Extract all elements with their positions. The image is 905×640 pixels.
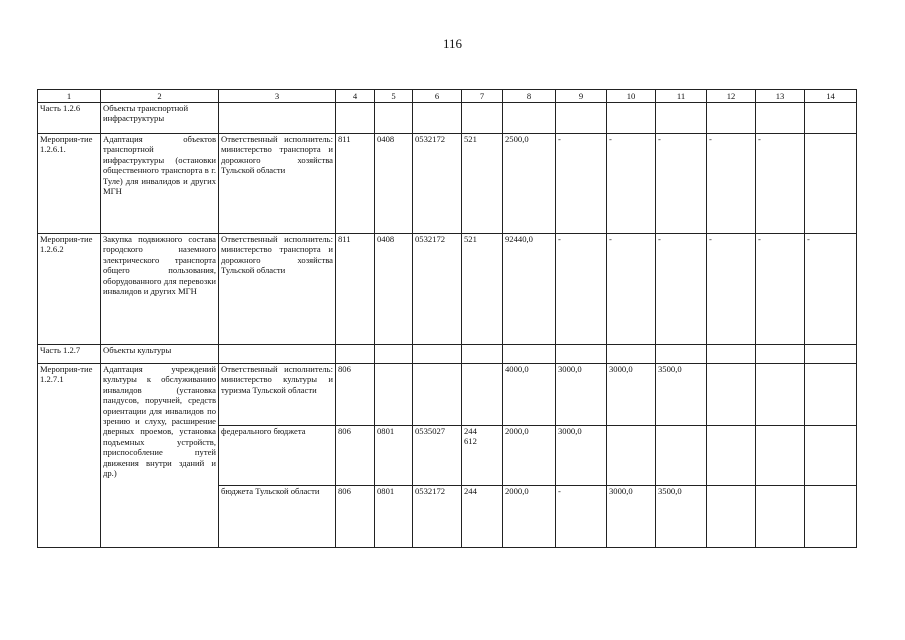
col-header: 8 (503, 90, 556, 103)
cell-c7-value: 612 (464, 436, 477, 447)
cell-c4: 806 (336, 364, 375, 426)
cell-c10: 3000,0 (607, 364, 656, 426)
cell-c10: 3000,0 (607, 486, 656, 548)
cell-c7: 244 (462, 486, 503, 548)
table-row (38, 103, 857, 134)
cell-c8: 2000,0 (503, 426, 556, 486)
cell-c10: - (607, 234, 656, 345)
program-table (37, 89, 857, 548)
cell-c9: - (556, 234, 607, 345)
row-description: Адаптация учреждений культуры к обслуживанию инвалидов (установка пандусов, поручней, средств ориентации для инвалидов по зрению и слуху, расширение дверных проемов, установка подъемных устройств, приспособление путей движения внутри зданий и др.) (101, 364, 219, 548)
cell-c8: 92440,0 (503, 234, 556, 345)
col-header: 5 (375, 90, 413, 103)
row-label: Мероприя-тие 1.2.7.1 (38, 364, 101, 548)
row-label: Мероприя-тие 1.2.6.2 (38, 234, 101, 345)
row-label: Часть 1.2.7 (38, 345, 101, 364)
executor-cell: федерального бюджета (219, 426, 336, 486)
cell-c7 (462, 426, 503, 486)
cell-c4: 811 (336, 134, 375, 234)
cell-c6: 0535027 (413, 426, 462, 486)
cell-c5: 0801 (375, 486, 413, 548)
table-row (38, 364, 857, 426)
table-row (38, 234, 857, 345)
cell-c6: 0532172 (413, 486, 462, 548)
row-description: Объекты транспортной инфраструктуры (101, 103, 219, 134)
cell-c6: 0532172 (413, 234, 462, 345)
cell-c9: 3000,0 (556, 426, 607, 486)
cell-c5: 0801 (375, 426, 413, 486)
page-number: 116 (442, 36, 463, 51)
cell-c12: - (707, 234, 756, 345)
row-label: Мероприя-тие 1.2.6.1. (38, 134, 101, 234)
cell-c10: - (607, 134, 656, 234)
col-header: 2 (101, 90, 219, 103)
row-label: Часть 1.2.6 (38, 103, 101, 134)
cell-c5: 0408 (375, 134, 413, 234)
cell-c11: - (656, 234, 707, 345)
col-header: 4 (336, 90, 375, 103)
cell-c14 (805, 134, 857, 234)
table-row (38, 345, 857, 364)
col-header: 7 (462, 90, 503, 103)
executor-cell: бюджета Тульской области (219, 486, 336, 548)
cell-c9: - (556, 486, 607, 548)
executor-cell: Ответственный исполнитель: министерство транспорта и дорожного хозяйства Тульской области (219, 134, 336, 234)
cell-c13: - (756, 134, 805, 234)
col-header: 10 (607, 90, 656, 103)
col-header: 9 (556, 90, 607, 103)
executor-cell: Ответственный исполнитель: министерство транспорта и дорожного хозяйства Тульской области (219, 234, 336, 345)
cell-c8: 2000,0 (503, 486, 556, 548)
cell-c11: 3500,0 (656, 364, 707, 426)
table-row (38, 134, 857, 234)
executor-cell: Ответственный исполнитель: министерство культуры и туризма Тульской области (219, 364, 336, 426)
cell-c7-value: 244 (464, 426, 477, 436)
row-description: Объекты культуры (101, 345, 219, 364)
row-description: Адаптация объектов транспортной инфраструктуры (остановки общественного транспорта в г. Туле) для инвалидов и других МГН (101, 134, 219, 234)
col-header: 13 (756, 90, 805, 103)
col-header: 14 (805, 90, 857, 103)
cell-c11: - (656, 134, 707, 234)
cell-c13: - (756, 234, 805, 345)
cell-c4: 806 (336, 486, 375, 548)
cell-c9: 3000,0 (556, 364, 607, 426)
cell-c7: 521 (462, 134, 503, 234)
column-numbers-row (38, 90, 857, 103)
cell-c6: 0532172 (413, 134, 462, 234)
cell-c8: 2500,0 (503, 134, 556, 234)
cell-c9: - (556, 134, 607, 234)
cell-c4: 811 (336, 234, 375, 345)
cell-c8: 4000,0 (503, 364, 556, 426)
col-header: 12 (707, 90, 756, 103)
cell-c12: - (707, 134, 756, 234)
cell-c14: - (805, 234, 857, 345)
cell-c11: 3500,0 (656, 486, 707, 548)
col-header: 11 (656, 90, 707, 103)
row-description: Закупка подвижного состава городского наземного электрического транспорта общего пользования, оборудованного для перевозки инвалидов и других МГН (101, 234, 219, 345)
col-header: 1 (38, 90, 101, 103)
col-header: 6 (413, 90, 462, 103)
cell-c7: 521 (462, 234, 503, 345)
col-header: 3 (219, 90, 336, 103)
cell-c4: 806 (336, 426, 375, 486)
cell-c5: 0408 (375, 234, 413, 345)
